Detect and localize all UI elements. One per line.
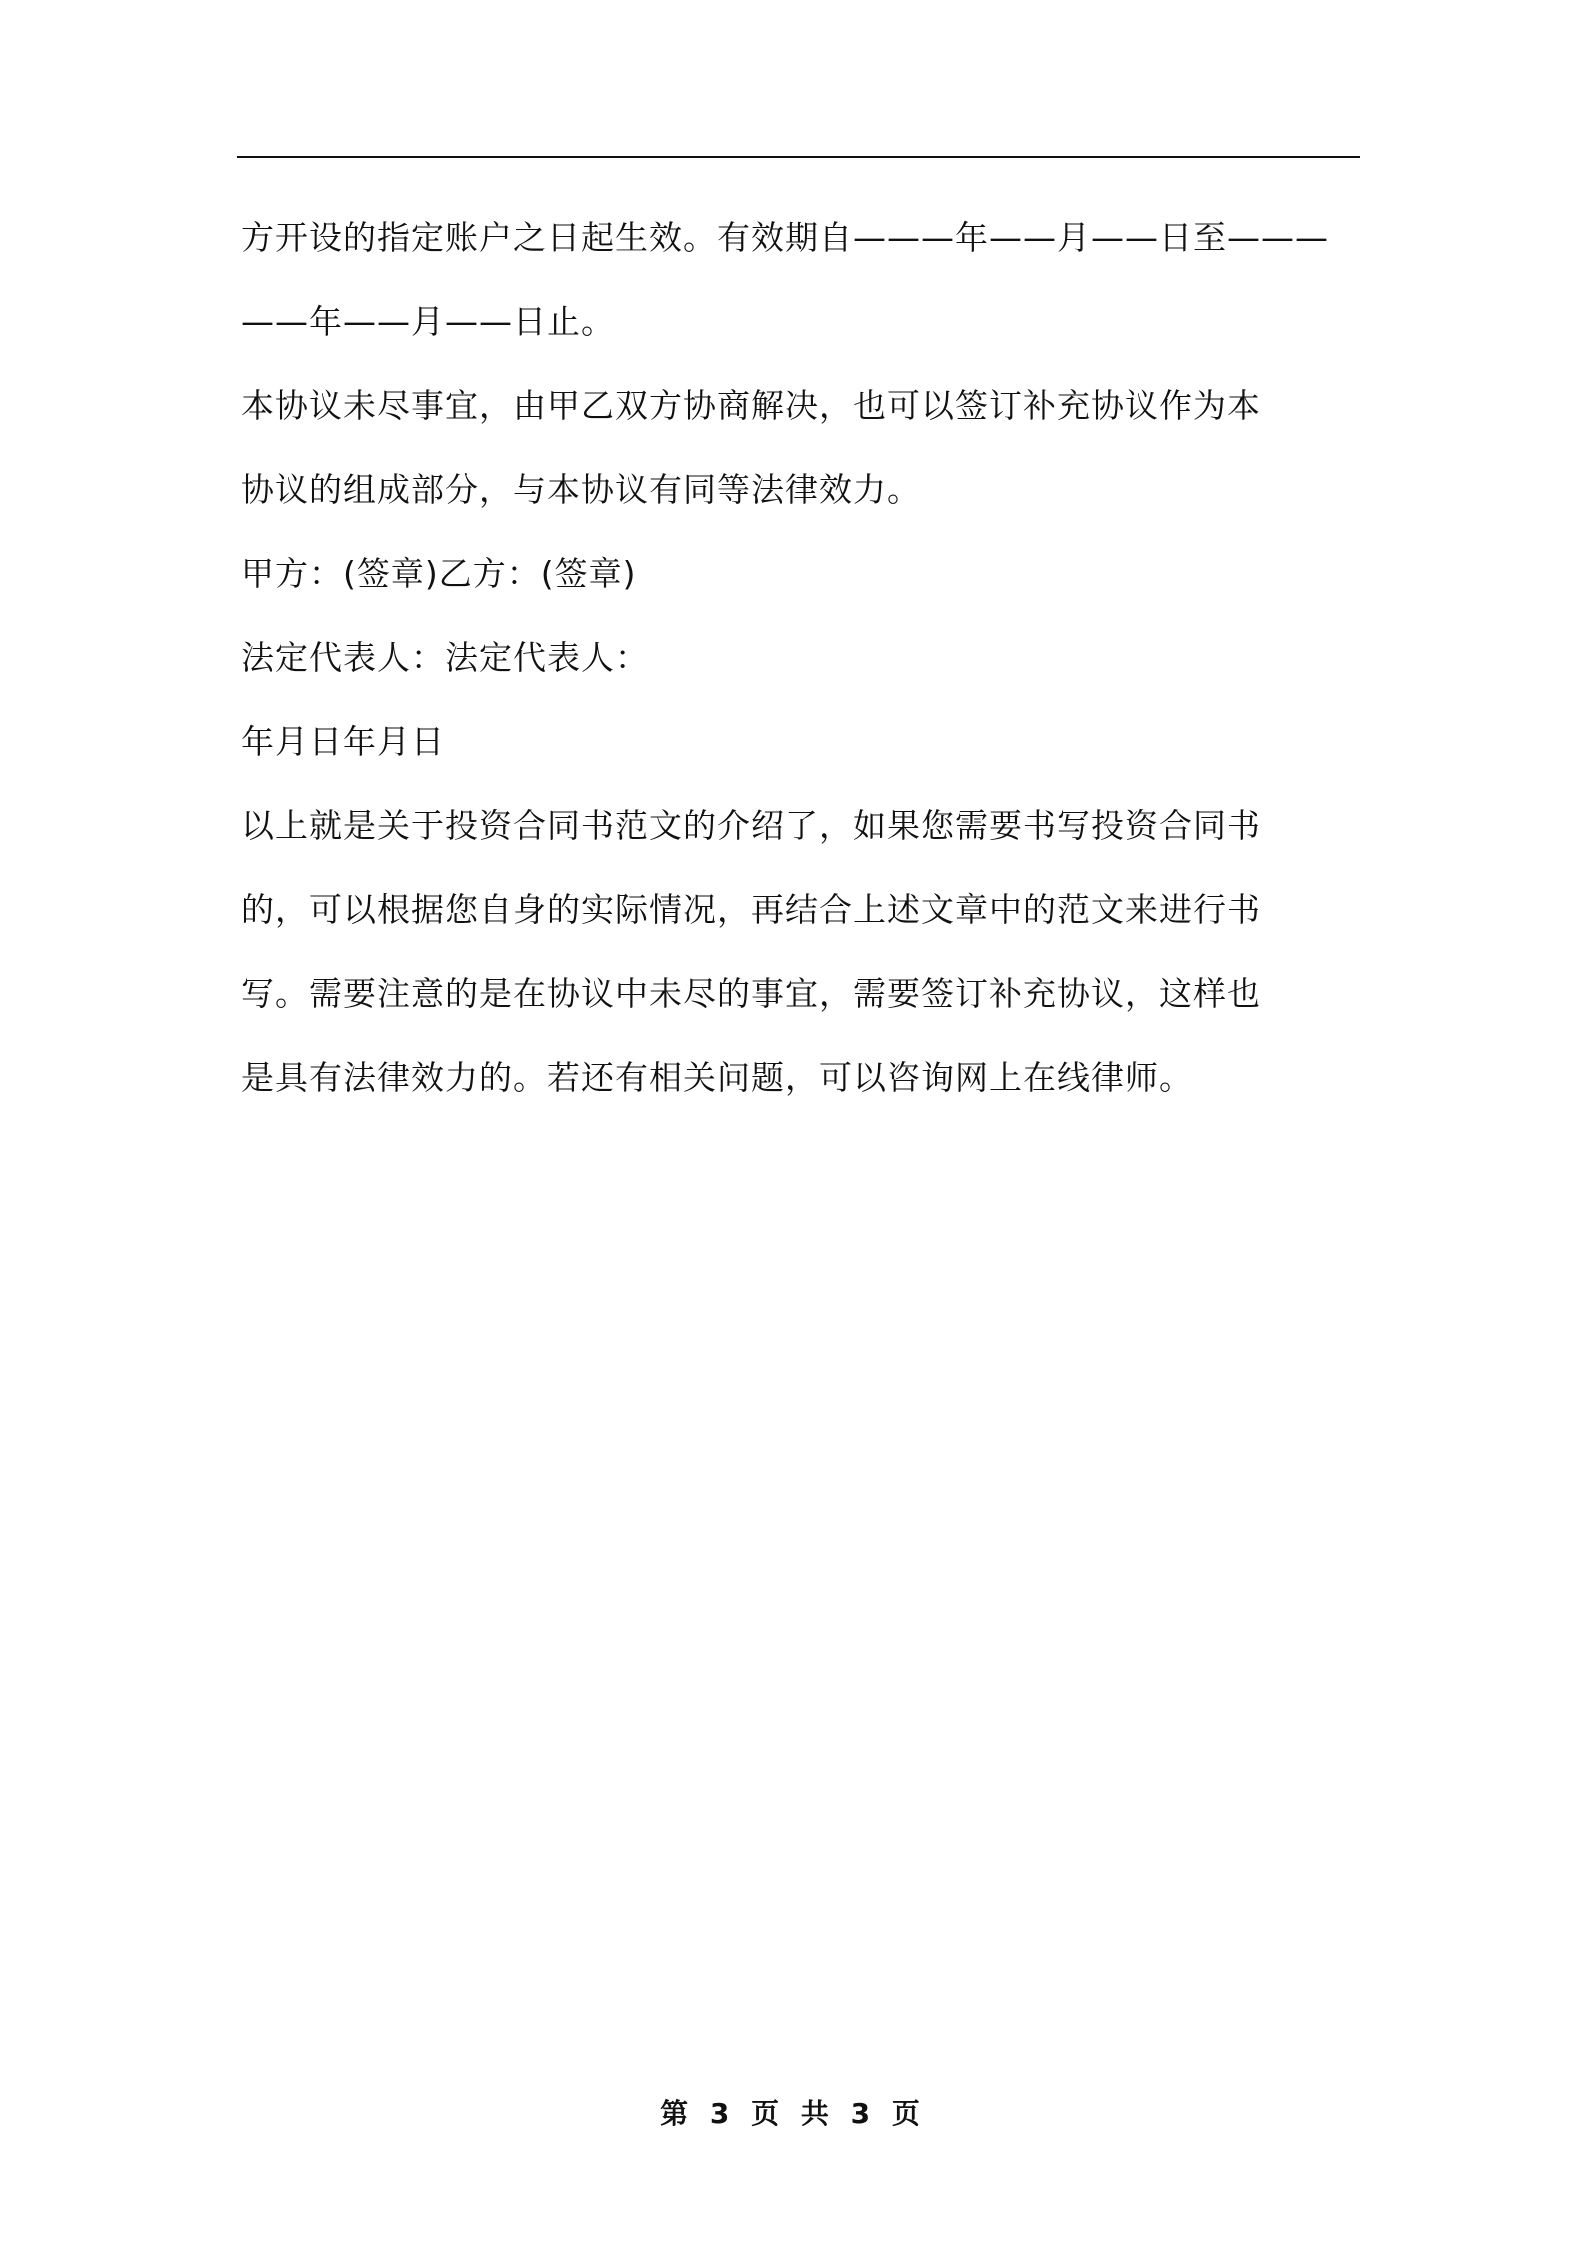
text-line: 写。需要注意的是在协议中未尽的事宜，需要签订补充协议，这样也 bbox=[241, 974, 1261, 1013]
document-body bbox=[241, 196, 1361, 1120]
text-line: ——年——月——日止。 bbox=[241, 302, 615, 341]
header-divider bbox=[237, 156, 1360, 158]
text-line: 的，可以根据您自身的实际情况，再结合上述文章中的范文来进行书 bbox=[241, 890, 1261, 929]
page-number-footer: 第 3 页 共 3 页 bbox=[660, 2097, 926, 2130]
text-line: 协议的组成部分，与本协议有同等法律效力。 bbox=[241, 470, 921, 509]
text-line: 法定代表人：法定代表人： bbox=[241, 638, 649, 677]
text-line: 年月日年月日 bbox=[241, 722, 445, 761]
text-line: 方开设的指定账户之日起生效。有效期自———年——月——日至——— bbox=[241, 218, 1329, 257]
text-line: 以上就是关于投资合同书范文的介绍了，如果您需要书写投资合同书 bbox=[241, 806, 1261, 845]
text-line: 甲方：(签章)乙方：(签章) bbox=[241, 554, 637, 593]
text-line: 本协议未尽事宜，由甲乙双方协商解决，也可以签订补充协议作为本 bbox=[241, 386, 1261, 425]
text-line: 是具有法律效力的。若还有相关问题，可以咨询网上在线律师。 bbox=[241, 1058, 1193, 1097]
